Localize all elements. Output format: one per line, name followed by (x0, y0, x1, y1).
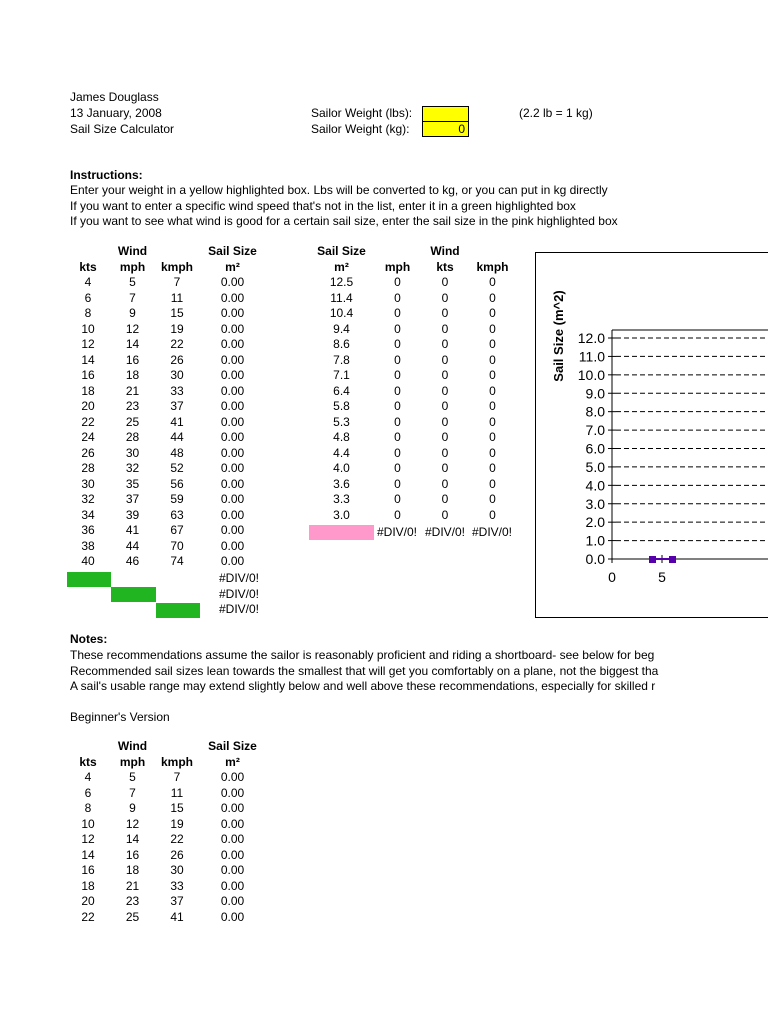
table-cell: 12 (81, 832, 95, 847)
col-group-wind: Wind (117, 739, 148, 754)
table-cell: 10 (81, 321, 95, 336)
table-cell: 8 (84, 306, 92, 321)
table-cell: 7 (173, 770, 181, 785)
table-cell: 33 (170, 878, 184, 893)
table-cell: 32 (81, 492, 95, 507)
date: 13 January, 2008 (70, 106, 162, 120)
table-cell: 0.00 (220, 894, 245, 909)
custom-sail-result-mph: #DIV/0! (377, 525, 418, 539)
table-cell: 19 (170, 816, 184, 831)
chart-x-tick-label: 5 (658, 569, 666, 585)
wind-table (66, 244, 266, 570)
table-row (309, 384, 516, 400)
table-row (309, 275, 516, 291)
table-cell: 44 (170, 430, 184, 445)
table-cell: 0.00 (220, 909, 245, 924)
col-kmph: kmph (476, 259, 509, 274)
table-cell: 15 (170, 306, 184, 321)
table-cell: 0 (441, 414, 449, 429)
table-cell: 40 (81, 554, 95, 569)
chart-point (649, 556, 656, 563)
custom-wind-input-3[interactable] (156, 603, 200, 618)
table-cell: 24 (81, 430, 95, 445)
chart-y-tick-label: 1.0 (585, 532, 605, 549)
instruction-line: Enter your weight in a yellow highlighted box. Lbs will be converted to kg, or you can put in kg directly (70, 183, 608, 197)
table-row (66, 306, 266, 322)
table-cell: 56 (170, 476, 184, 491)
table-cell: 67 (170, 523, 184, 538)
table-cell: 74 (170, 554, 184, 569)
table-row (66, 337, 266, 353)
table-cell: 35 (125, 476, 140, 491)
table-cell: 16 (125, 352, 140, 367)
table-cell: 0.00 (220, 492, 245, 507)
table-cell: 37 (170, 894, 184, 909)
table-cell: 0 (489, 476, 496, 491)
col-mph: mph (384, 259, 411, 274)
table-cell: 0 (441, 492, 449, 507)
table-row (66, 801, 266, 817)
table-cell: 0.00 (220, 878, 245, 893)
table-cell: 12 (125, 321, 140, 336)
table-row (66, 554, 266, 570)
table-cell: 70 (170, 538, 184, 553)
table-cell: 28 (81, 461, 95, 476)
table-row (66, 492, 266, 508)
table-cell: 0.00 (220, 476, 245, 491)
table-cell: 0.00 (220, 368, 245, 383)
author: James Douglass (70, 90, 159, 104)
table-row (66, 786, 266, 802)
table-cell: 7 (129, 290, 136, 305)
table-row (66, 523, 266, 539)
table-cell: 0.00 (220, 383, 245, 398)
table-cell: 0.00 (220, 399, 245, 414)
table-cell: 4.8 (333, 430, 350, 445)
table-cell: 14 (81, 352, 95, 367)
conversion-note: (2.2 lb = 1 kg) (519, 106, 593, 120)
chart-y-tick-label: 5.0 (585, 458, 605, 475)
table-cell: 22 (170, 832, 184, 847)
table-cell: 30 (81, 476, 95, 491)
table-cell: 0 (489, 275, 496, 290)
table-row (309, 477, 516, 493)
custom-result: #DIV/0! (219, 571, 260, 585)
table-cell: 14 (81, 847, 95, 862)
col-group-sail-size: Sail Size (208, 244, 257, 259)
table-cell: 0 (441, 445, 449, 460)
table-row (66, 539, 266, 555)
table-cell: 0 (441, 306, 449, 321)
table-cell: 12 (125, 816, 140, 831)
table-row (309, 337, 516, 353)
table-row (66, 275, 266, 291)
table-cell: 0 (489, 368, 496, 383)
table-cell: 52 (170, 461, 184, 476)
note-line: Recommended sail sizes lean towards the smallest that will get you comfortably on a plane, not the biggest tha (70, 664, 659, 678)
table-row (66, 384, 266, 400)
table-cell: 0 (394, 414, 401, 429)
table-cell: 26 (170, 352, 184, 367)
col-group-wind: Wind (430, 244, 460, 259)
table-cell: 0 (489, 383, 496, 398)
table-cell: 0.00 (220, 801, 245, 816)
table-cell: 0 (489, 321, 496, 336)
chart-y-axis-label: Sail Size (m^2) (551, 290, 566, 382)
table-cell: 0 (441, 476, 449, 491)
table-cell: 9.4 (333, 321, 350, 336)
table-row (309, 446, 516, 462)
table-cell: 0.00 (220, 306, 245, 321)
table-row (66, 291, 266, 307)
table-cell: 26 (81, 445, 95, 460)
table-cell: 0 (394, 368, 401, 383)
table-cell: 0 (489, 492, 496, 507)
table-cell: 38 (81, 538, 95, 553)
table-cell: 3.0 (333, 507, 350, 522)
table-cell: 9 (129, 306, 136, 321)
table-cell: 11 (170, 785, 184, 800)
table-cell: 0 (489, 306, 496, 321)
table-cell: 0 (441, 290, 449, 305)
table-cell: 4.4 (333, 445, 350, 460)
table-row (309, 306, 516, 322)
table-cell: 22 (170, 337, 184, 352)
col-mph: mph (119, 259, 146, 274)
table-cell: 18 (81, 383, 95, 398)
chart-y-tick-label: 11.0 (578, 348, 605, 365)
table-cell: 0 (394, 275, 401, 290)
table-cell: 25 (125, 909, 140, 924)
table-cell: 0.00 (220, 832, 245, 847)
table-cell: 5.3 (333, 414, 350, 429)
table-cell: 6.4 (333, 383, 350, 398)
table-cell: 25 (125, 414, 140, 429)
chart-y-tick-label: 3.0 (585, 495, 605, 512)
table-cell: 0 (394, 306, 401, 321)
table-cell: 0.00 (220, 414, 245, 429)
table-cell: 7.1 (333, 368, 350, 383)
col-group-sail-size: Sail Size (317, 244, 366, 259)
table-row (66, 399, 266, 415)
table-cell: 0.00 (220, 445, 245, 460)
table-cell: 0.00 (220, 430, 245, 445)
table-row (66, 848, 266, 864)
table-cell: 32 (125, 461, 140, 476)
table-cell: 22 (81, 414, 95, 429)
table-cell: 34 (81, 507, 95, 522)
table-cell: 18 (125, 863, 140, 878)
table-cell: 37 (125, 492, 140, 507)
table-cell: 0.00 (220, 785, 245, 800)
table-row (66, 477, 266, 493)
table-cell: 11.4 (330, 290, 353, 305)
custom-sail-result-kmph: #DIV/0! (472, 525, 513, 539)
chart-y-tick-label: 12.0 (577, 330, 605, 346)
table-cell: 10.4 (329, 306, 354, 321)
chart-y-tick-label: 2.0 (585, 514, 605, 531)
table-cell: 0 (394, 430, 401, 445)
table-cell: 0 (489, 399, 496, 414)
table-cell: 26 (170, 847, 184, 862)
table-cell: 0 (394, 399, 401, 414)
table-cell: 19 (170, 321, 184, 336)
table-cell: 0 (394, 321, 401, 336)
table-cell: 14 (125, 337, 140, 352)
beginner-table (66, 739, 266, 925)
table-row (309, 492, 516, 508)
table-row (66, 430, 266, 446)
table-cell: 0 (441, 383, 449, 398)
table-cell: 0 (441, 430, 449, 445)
col-kts: kts (79, 259, 97, 274)
table-row (66, 770, 266, 786)
table-cell: 0 (394, 445, 401, 460)
table-cell: 23 (125, 894, 140, 909)
chart-x-tick-label: 0 (608, 569, 616, 585)
chart-svg (536, 253, 768, 618)
table-cell: 33 (170, 383, 184, 398)
table-cell: 7 (129, 785, 136, 800)
notes-heading: Notes: (70, 632, 108, 646)
table-cell: 0.00 (220, 770, 245, 785)
table-cell: 0 (394, 507, 401, 522)
table-row (66, 832, 266, 848)
table-cell: 39 (125, 507, 140, 522)
table-cell: 0 (394, 461, 401, 476)
table-cell: 0.00 (220, 816, 245, 831)
table-cell: 20 (81, 399, 95, 414)
table-cell: 0 (394, 492, 401, 507)
custom-wind-input-1[interactable] (67, 572, 111, 587)
table-row (309, 461, 516, 477)
weight-kg-input[interactable] (422, 121, 469, 137)
table-cell: 30 (170, 368, 184, 383)
chart-point (669, 556, 676, 563)
table-cell: 0 (489, 414, 496, 429)
table-row (66, 368, 266, 384)
table-row (66, 322, 266, 338)
instruction-line: If you want to see what wind is good for a certain sail size, enter the sail size in the pink highlighted box (70, 214, 618, 228)
table-cell: 21 (125, 383, 140, 398)
table-cell: 0 (394, 337, 401, 352)
instruction-line: If you want to enter a specific wind speed that's not in the list, enter it in a green highlighted box (70, 199, 576, 213)
table-cell: 0.00 (220, 337, 245, 352)
table-cell: 6 (84, 785, 92, 800)
table-cell: 0 (489, 445, 496, 460)
table-cell: 3.3 (333, 492, 350, 507)
table-cell: 59 (170, 492, 184, 507)
table-row (309, 399, 516, 415)
note-line: These recommendations assume the sailor is reasonably proficient and riding a shortboard- see below for beg (70, 648, 655, 662)
table-cell: 0 (441, 461, 449, 476)
table-row (309, 415, 516, 431)
table-cell: 30 (170, 863, 184, 878)
table-cell: 5.8 (333, 399, 350, 414)
weight-kg-value: 0 (458, 122, 465, 136)
chart-y-tick-label: 0.0 (585, 551, 605, 567)
table-cell: 4.0 (333, 461, 350, 476)
sail-table (309, 244, 516, 523)
table-cell: 41 (125, 523, 140, 538)
table-cell: 12.5 (329, 275, 354, 290)
table-row (309, 322, 516, 338)
table-cell: 0 (441, 368, 449, 383)
page-title: Sail Size Calculator (70, 122, 175, 136)
table-row (309, 508, 516, 524)
table-cell: 15 (170, 801, 184, 816)
col-kts: kts (79, 754, 97, 769)
table-row (66, 415, 266, 431)
beginner-title: Beginner's Version (70, 710, 170, 724)
table-row (309, 368, 516, 384)
custom-wind-input-2[interactable] (111, 587, 156, 602)
table-row (309, 291, 516, 307)
col-kts: kts (436, 259, 454, 274)
table-cell: 0 (489, 290, 496, 305)
table-cell: 0 (394, 476, 401, 491)
table-row (66, 910, 266, 926)
table-cell: 14 (125, 832, 140, 847)
table-cell: 0.00 (220, 507, 245, 522)
col-m2: m² (334, 259, 349, 274)
table-cell: 16 (81, 863, 95, 878)
table-cell: 0 (489, 352, 496, 367)
table-cell: 0 (394, 383, 401, 398)
chart-y-tick-label: 10.0 (577, 366, 605, 383)
table-cell: 0.00 (220, 275, 245, 290)
table-cell: 0.00 (220, 461, 245, 476)
table-cell: 0 (489, 430, 496, 445)
table-cell: 0.00 (220, 290, 245, 305)
weight-lbs-input[interactable] (422, 106, 469, 122)
table-row (66, 817, 266, 833)
table-cell: 30 (125, 445, 140, 460)
col-m2: m² (225, 259, 240, 274)
table-cell: 0 (441, 399, 449, 414)
weight-lbs-label: Sailor Weight (lbs): (311, 106, 413, 120)
table-cell: 63 (170, 507, 184, 522)
col-kmph: kmph (160, 259, 193, 274)
table-cell: 6 (84, 290, 92, 305)
table-cell: 0 (394, 352, 401, 367)
table-cell: 18 (81, 878, 95, 893)
table-cell: 4 (84, 275, 92, 290)
table-cell: 0 (441, 337, 449, 352)
instructions-heading: Instructions: (70, 168, 143, 182)
chart-y-tick-label: 9.0 (585, 385, 605, 402)
table-cell: 16 (125, 847, 140, 862)
chart-y-tick-label: 7.0 (585, 422, 605, 439)
table-row (66, 508, 266, 524)
table-cell: 8.6 (333, 337, 350, 352)
custom-result: #DIV/0! (219, 602, 260, 616)
table-cell: 12 (81, 337, 95, 352)
table-cell: 18 (125, 368, 140, 383)
table-cell: 0 (441, 507, 449, 522)
table-cell: 8 (84, 801, 92, 816)
table-cell: 4 (84, 770, 92, 785)
table-row (66, 353, 266, 369)
custom-sail-result-kts: #DIV/0! (425, 525, 466, 539)
table-cell: 0.00 (220, 538, 245, 553)
table-row (66, 879, 266, 895)
chart-y-tick-label: 6.0 (585, 440, 605, 457)
col-m2: m² (225, 754, 240, 769)
sail-size-chart (535, 252, 768, 618)
table-cell: 36 (81, 523, 95, 538)
table-row (66, 894, 266, 910)
table-cell: 0 (394, 290, 401, 305)
table-cell: 7 (173, 275, 181, 290)
custom-sail-size-input[interactable] (309, 525, 374, 540)
table-cell: 20 (81, 894, 95, 909)
table-cell: 0 (441, 275, 449, 290)
table-cell: 16 (81, 368, 95, 383)
table-row (66, 446, 266, 462)
table-cell: 0.00 (220, 863, 245, 878)
table-cell: 3.6 (333, 476, 350, 491)
table-cell: 10 (81, 816, 95, 831)
table-cell: 5 (129, 275, 136, 290)
col-group-sail-size: Sail Size (208, 739, 257, 754)
table-cell: 0 (489, 337, 496, 352)
chart-y-tick-label: 8.0 (585, 403, 605, 420)
table-cell: 9 (129, 801, 136, 816)
table-cell: 22 (81, 909, 95, 924)
table-cell: 0.00 (220, 321, 245, 336)
table-cell: 37 (170, 399, 184, 414)
table-cell: 7.8 (333, 352, 350, 367)
table-cell: 0.00 (220, 554, 245, 569)
note-line: A sail's usable range may extend slightly below and well above these recommendations, especially for skilled r (70, 679, 656, 693)
table-cell: 0.00 (220, 847, 245, 862)
table-cell: 0 (441, 321, 449, 336)
weight-kg-label: Sailor Weight (kg): (311, 122, 410, 136)
col-mph: mph (119, 754, 146, 769)
table-cell: 11 (170, 290, 184, 305)
col-kmph: kmph (160, 754, 193, 769)
table-cell: 21 (125, 878, 140, 893)
table-cell: 0.00 (220, 523, 245, 538)
table-cell: 28 (125, 430, 140, 445)
table-cell: 0 (489, 507, 496, 522)
custom-result: #DIV/0! (219, 587, 260, 601)
table-cell: 23 (125, 399, 140, 414)
table-cell: 44 (125, 538, 140, 553)
table-cell: 0 (441, 352, 449, 367)
table-cell: 41 (170, 414, 184, 429)
table-cell: 46 (125, 554, 140, 569)
table-cell: 0.00 (220, 352, 245, 367)
table-cell: 5 (129, 770, 136, 785)
chart-y-tick-label: 4.0 (585, 477, 605, 494)
table-row (309, 353, 516, 369)
table-row (309, 430, 516, 446)
table-row (66, 461, 266, 477)
col-group-wind: Wind (117, 244, 148, 259)
table-cell: 48 (170, 445, 184, 460)
table-cell: 41 (170, 909, 184, 924)
table-row (66, 863, 266, 879)
table-cell: 0 (489, 461, 496, 476)
